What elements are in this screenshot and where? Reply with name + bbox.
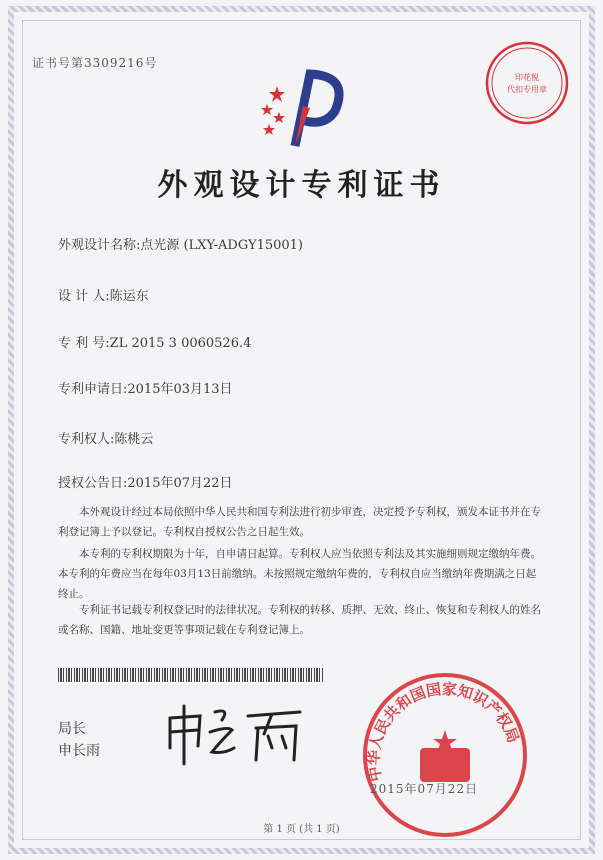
certificate-number: 证书号第3309216号	[32, 56, 158, 70]
field-label: 授权公告日:	[58, 476, 128, 491]
barcode	[58, 668, 323, 682]
seal-date: 2015年07月22日	[370, 782, 479, 796]
field-label: 专利权人:	[58, 432, 115, 447]
body-paragraph-2: 本专利的专利权期限为十年，自申请日起算。专利权人应当依照专利法及其实施细则规定缴纳年费。本专利的年费应当在每年03月13日前缴纳。未按照规定缴纳年费的，专利权自应当缴纳年费期满之日起终止。	[58, 548, 541, 600]
field-announcement-date	[58, 472, 233, 491]
field-value: 陈运东	[109, 289, 149, 304]
field-label: 外观设计名称:	[58, 238, 141, 253]
field-label: 专 利 号:	[58, 336, 110, 351]
page-title: 外观设计专利证书	[157, 168, 446, 203]
field-patentee	[58, 428, 153, 447]
director-label: 局长	[58, 721, 86, 737]
tax-stamp-seal	[482, 38, 572, 128]
svg-text:代扣专用章: 代扣专用章	[507, 85, 547, 94]
handwritten-signature	[160, 698, 310, 768]
field-value: 2015年03月13日	[127, 382, 233, 397]
official-seal	[360, 670, 530, 840]
field-value: 2015年07月22日	[127, 476, 233, 491]
director-name: 申长雨	[58, 743, 100, 759]
field-value: ZL 2015 3 0060526.4	[109, 336, 252, 351]
field-design-name	[58, 234, 303, 253]
field-designer	[58, 285, 149, 304]
field-label: 设 计 人:	[58, 289, 110, 304]
svg-text:中华人民共和国国家知识产权局: 中华人民共和国国家知识产权局	[364, 680, 523, 783]
field-value: 点光源 (LXY-ADGY15001)	[140, 238, 304, 253]
svg-text:印花税: 印花税	[515, 73, 539, 82]
field-application-date	[58, 378, 233, 397]
field-label: 专利申请日:	[58, 382, 128, 397]
field-patent-number	[58, 332, 251, 351]
body-paragraph-3: 专利证书记载专利权登记时的法律状况。专利权的转移、质押、无效、终止、恢复和专利权人的姓名或名称、国籍、地址变更等事项记载在专利登记簿上。	[58, 604, 541, 636]
body-paragraph-1: 本外观设计经过本局依照中华人民共和国专利法进行初步审查，决定授予专利权，颁发本证书并在专利登记簿上予以登记。专利权自授权公告之日起生效。	[58, 506, 541, 538]
field-value: 陈桃云	[114, 432, 154, 447]
sipo-logo-icon	[255, 66, 355, 151]
page-number: 第 1 页 (共 1 页)	[263, 824, 340, 835]
